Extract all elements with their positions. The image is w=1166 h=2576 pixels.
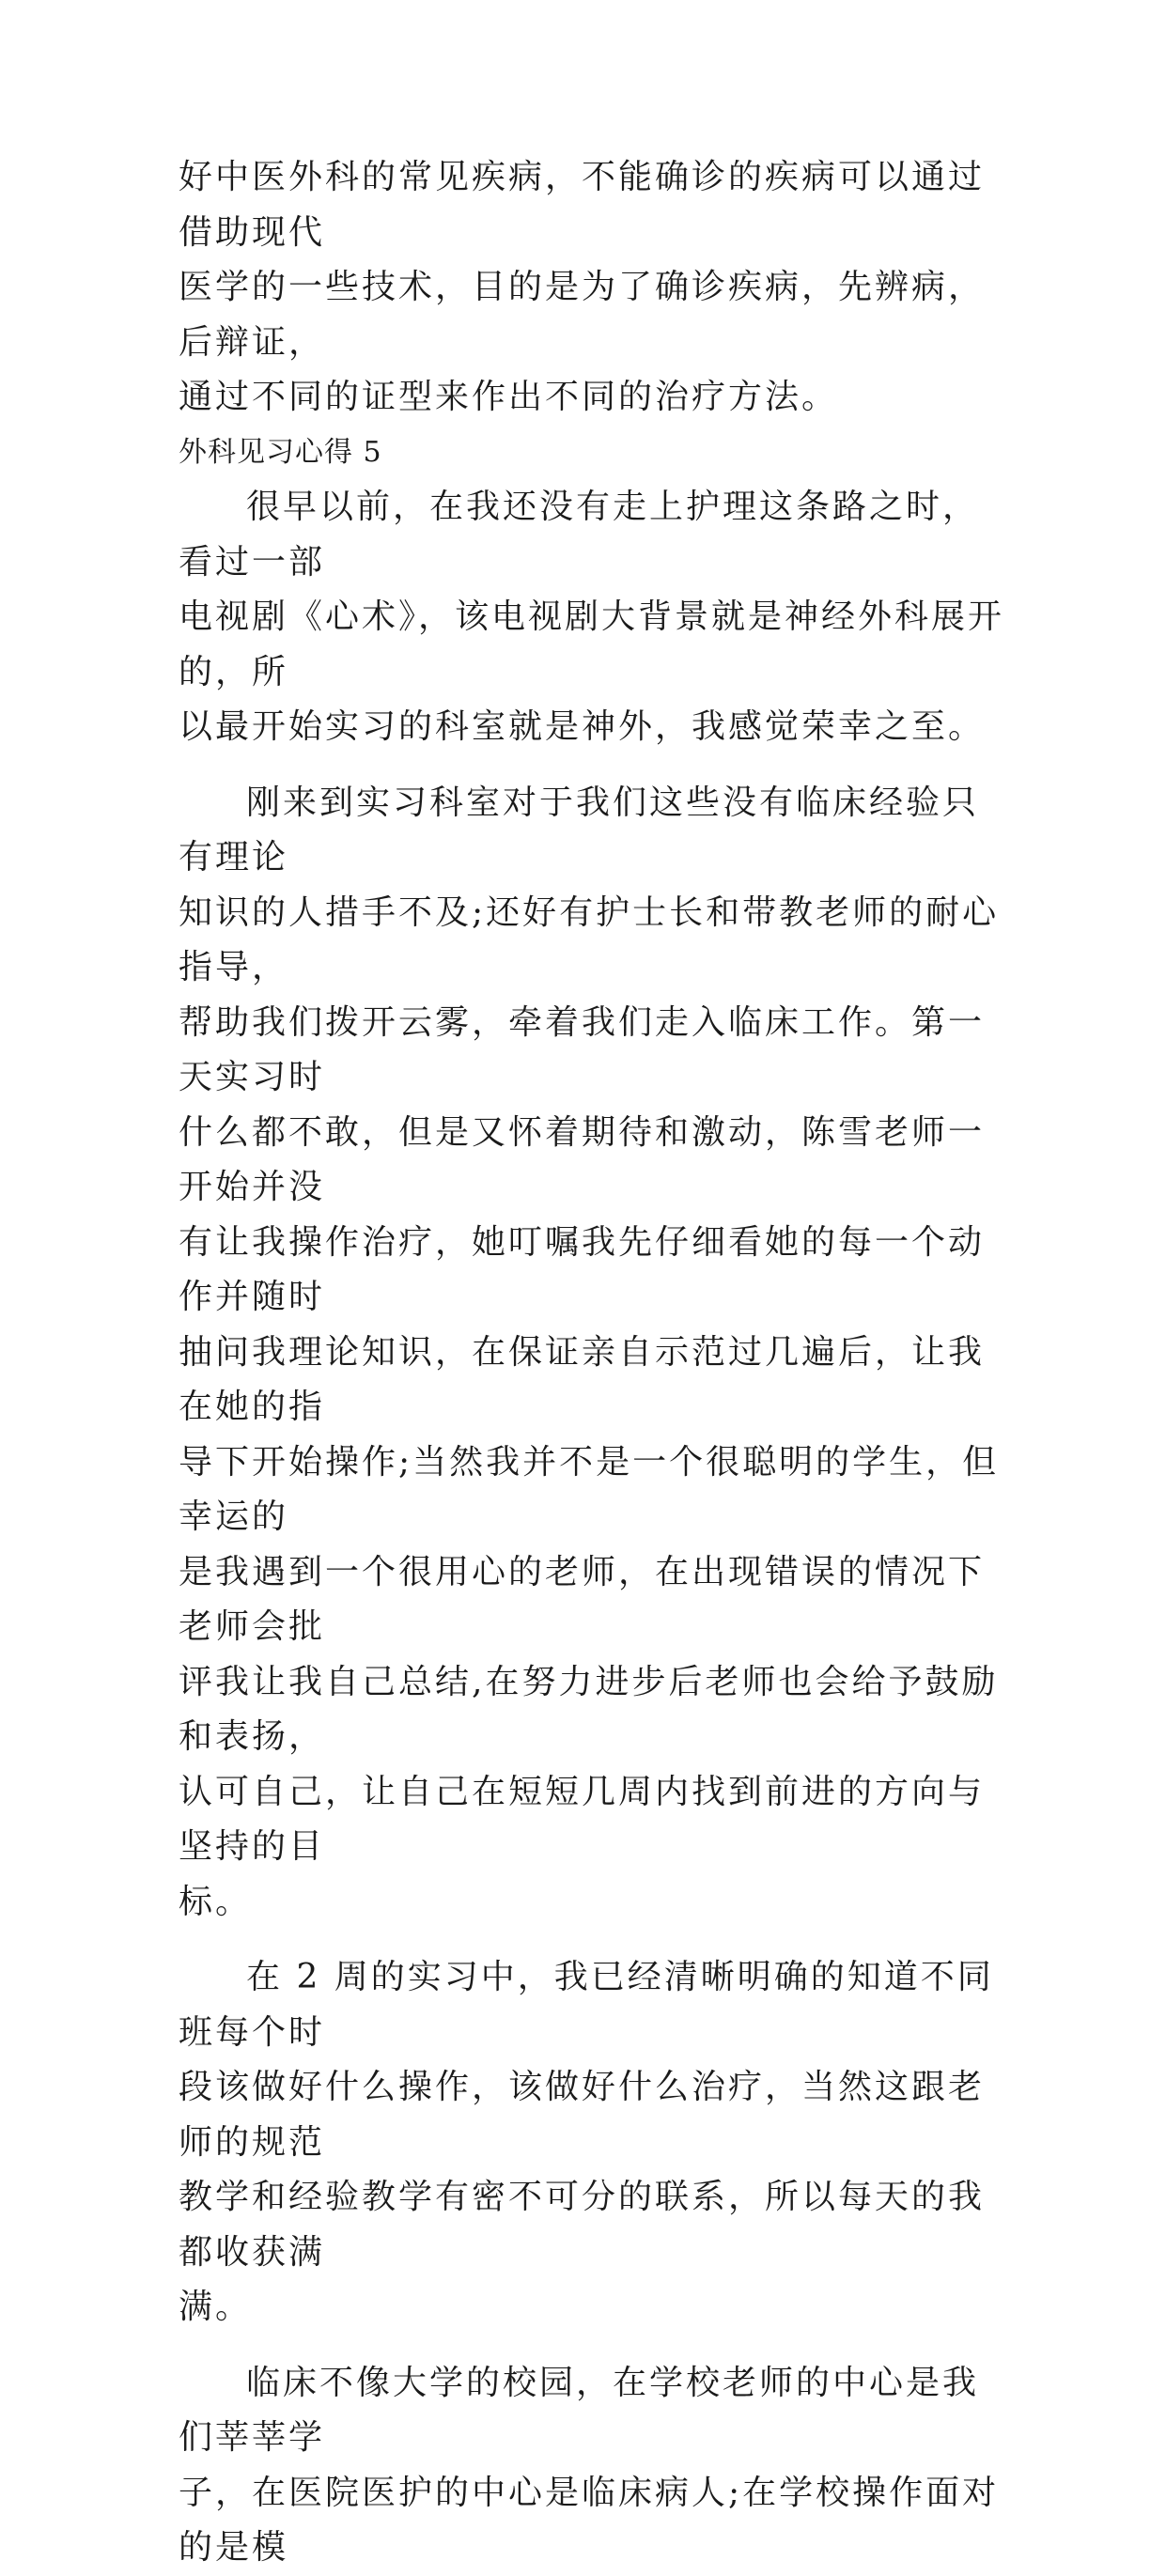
paragraph-1 — [179, 480, 1005, 755]
text-line: 认可自己，让自己在短短几周内找到前进的方向与坚持的目 — [179, 1772, 986, 1866]
text-line: 导下开始操作;当然我并不是一个很聪明的学生，但幸运的 — [179, 1442, 1000, 1536]
text-line: 标。 — [179, 1882, 253, 1921]
text-line: 电视剧《心术》，该电视剧大背景就是神经外科展开的，所 — [179, 597, 1005, 691]
document-body — [179, 150, 1005, 2576]
paragraph-2 — [179, 776, 1005, 1931]
text-line: 满。 — [179, 2288, 253, 2326]
text-line: 好中医外科的常见疾病，不能确诊的疾病可以通过借助现代 — [179, 158, 986, 252]
section-heading: 外科见习心得 5 — [179, 435, 382, 469]
paragraph-4 — [179, 2356, 1005, 2576]
text-line: 临床不像大学的校园，在学校老师的中心是我们莘莘学 — [179, 2363, 980, 2457]
previous-section-text — [179, 150, 1005, 426]
text-line: 抽问我理论知识，在保证亲自示范过几遍后，让我在她的指 — [179, 1332, 986, 1426]
text-line: 是我遇到一个很用心的老师，在出现错误的情况下老师会批 — [179, 1552, 986, 1646]
text-line: 以最开始实习的科室就是神外，我感觉荣幸之至。 — [179, 707, 986, 746]
text-line: 在 2 周的实习中，我已经清晰明确的知道不同班每个时 — [179, 1958, 994, 2052]
text-line: 评我让我自己总结,在努力进步后老师也会给予鼓励和表扬， — [179, 1662, 999, 1756]
text-line: 段该做好什么操作，该做好什么治疗，当然这跟老师的规范 — [179, 2068, 986, 2162]
text-line: 刚来到实习科室对于我们这些没有临床经验只有理论 — [179, 783, 980, 877]
text-line: 帮助我们拨开云雾，牵着我们走入临床工作。第一天实习时 — [179, 1002, 986, 1096]
text-line: 子，在医院医护的中心是临床病人;在学校操作面对的是模 — [179, 2473, 1000, 2567]
text-line: 医学的一些技术，目的是为了确诊疾病，先辨病，后辩证， — [179, 268, 986, 362]
text-line: 有让我操作治疗，她叮嘱我先仔细看她的每一个动作并随时 — [179, 1222, 986, 1316]
text-line: 知识的人措手不及;还好有护士长和带教老师的耐心指导， — [179, 892, 1000, 986]
text-line: 什么都不敢，但是又怀着期待和激动，陈雪老师一开始并没 — [179, 1112, 986, 1206]
paragraph-3 — [179, 1950, 1005, 2335]
text-line: 通过不同的证型来作出不同的治疗方法。 — [179, 378, 839, 416]
text-line: 教学和经验教学有密不可分的联系，所以每天的我都收获满 — [179, 2178, 986, 2272]
text-line: 很早以前，在我还没有走上护理这条路之时，看过一部 — [179, 488, 980, 582]
